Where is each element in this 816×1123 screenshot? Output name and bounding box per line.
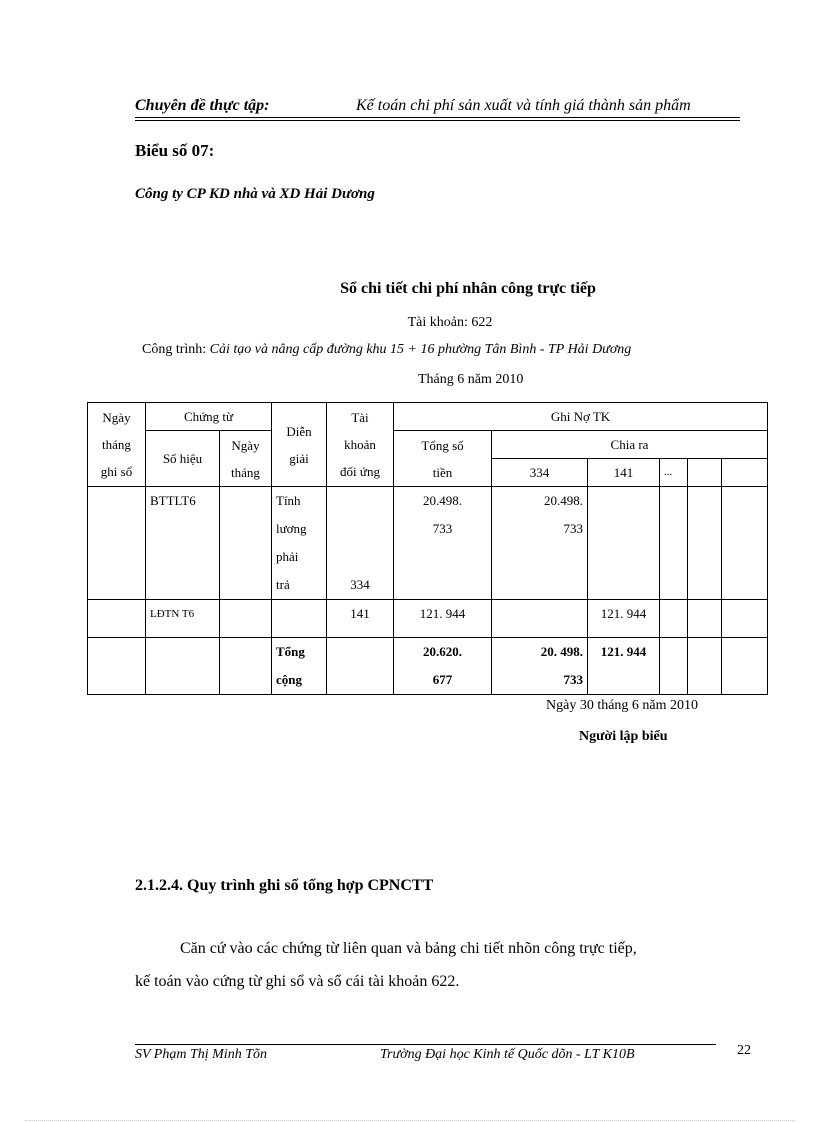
footer-university: Trường Đại học Kinh tế Quốc dõn - LT K10B <box>380 1047 635 1062</box>
header-voucher-date-line1: Ngày <box>231 437 260 453</box>
header-description-line2: giải <box>289 450 309 466</box>
header-empty-1 <box>688 459 722 487</box>
paragraph-line2: kế toán vào cứng từ ghi sổ và sổ cái tài khoản 622. <box>135 973 460 990</box>
cell-voucher-date <box>220 638 272 695</box>
header-acc-141: 141 <box>588 459 660 487</box>
cell-acc-more <box>660 638 688 695</box>
cell-voucher-no <box>146 638 220 695</box>
ledger-table <box>87 402 768 695</box>
header-voucher-date-line2: tháng <box>231 464 260 480</box>
cell-empty-2 <box>722 638 768 695</box>
cell-acc-334-line2: 733 <box>563 521 583 536</box>
cell-total-line1: 20.498. <box>423 493 462 508</box>
cell-voucher-date <box>220 487 272 600</box>
cell-description-line2: lương <box>276 521 307 536</box>
cell-total-label <box>272 638 327 695</box>
cell-description <box>272 487 327 600</box>
page-number: 22 <box>737 1043 751 1058</box>
total-label-line2: cộng <box>276 672 302 687</box>
cell-total-acc-334 <box>492 638 588 695</box>
form-number: Biểu số 07: <box>135 141 215 160</box>
cell-description-line4: trả <box>276 577 290 592</box>
header-contra-line2: khoản <box>344 437 376 452</box>
cell-acc-more <box>660 487 688 600</box>
header-empty-2 <box>722 459 768 487</box>
header-row-2 <box>88 431 768 459</box>
footer-student: SV Phạm Thị Minh Tõn <box>135 1047 267 1062</box>
cell-contra: 334 <box>327 487 394 600</box>
cell-acc-334-line1: 20.498. <box>544 493 583 508</box>
header-acc-more: ... <box>660 459 688 487</box>
header-date-line3: ghi sổ <box>100 464 133 479</box>
cell-date <box>88 487 146 600</box>
header-rule-bottom <box>135 120 740 121</box>
cell-acc-334 <box>492 600 588 638</box>
report-title: Sổ chi tiết chi phí nhân công trực tiếp <box>340 280 596 297</box>
header-date-line2: tháng <box>102 437 131 452</box>
header-right-title: Kế toán chi phí sản xuất và tính giá thành sản phẩm <box>356 97 691 114</box>
header-breakdown: Chia ra <box>492 431 768 459</box>
cell-grand-total <box>394 638 492 695</box>
header-left-title: Chuyên đề thực tập: <box>135 97 270 114</box>
header-date-line1: Ngày <box>102 410 131 425</box>
cell-description <box>272 600 327 638</box>
signature-date: Ngày 30 tháng 6 năm 2010 <box>546 698 699 713</box>
grand-total-line2: 677 <box>432 672 453 687</box>
cell-acc-141 <box>588 487 660 600</box>
cell-empty-1 <box>688 487 722 600</box>
footer-rule <box>135 1044 716 1045</box>
cell-voucher-no: LĐTN T6 <box>146 600 220 638</box>
total-label-line1: Tổng <box>276 644 305 659</box>
header-row-1 <box>88 403 768 431</box>
header-total-line2: tiền <box>432 464 453 480</box>
cell-empty-2 <box>722 487 768 600</box>
cell-acc-334 <box>492 487 588 600</box>
cell-contra: 141 <box>327 600 394 638</box>
table-row <box>88 600 768 638</box>
section-title: 2.1.2.4. Quy trình ghi sổ tổng hợp CPNCTT <box>135 877 434 894</box>
table-row <box>88 487 768 600</box>
total-row <box>88 638 768 695</box>
header-voucher-date <box>220 431 272 487</box>
project-line <box>142 342 631 358</box>
cell-total-acc-141: 121. 944 <box>588 638 660 695</box>
cell-contra <box>327 638 394 695</box>
cell-voucher-no: BTTLT6 <box>146 487 220 600</box>
header-contra-account <box>327 403 394 487</box>
cell-date <box>88 600 146 638</box>
total-acc-334-line1: 20. 498. <box>540 644 583 659</box>
header-contra-line3: đối ứng <box>340 464 380 479</box>
total-acc-334-line2: 733 <box>563 672 583 687</box>
header-total <box>394 431 492 487</box>
project-name: Cải tạo và nâng cấp đường khu 15 + 16 phường Tân Bình - TP Hải Dương <box>209 342 632 357</box>
cell-total: 121. 944 <box>394 600 492 638</box>
paragraph-line1: Căn cứ vào các chứng từ liên quan và bảng chi tiết nhõn công trực tiếp, <box>180 940 637 957</box>
cell-voucher-date <box>220 600 272 638</box>
header-description <box>272 403 327 487</box>
header-voucher: Chứng từ <box>146 403 272 431</box>
header-debit: Ghi Nợ TK <box>394 403 768 431</box>
cell-acc-141: 121. 944 <box>588 600 660 638</box>
cell-total-line2: 733 <box>432 521 453 536</box>
header-date <box>88 403 146 487</box>
grand-total-line1: 20.620. <box>423 644 462 659</box>
cell-empty-1 <box>688 600 722 638</box>
cell-description-line1: Tính <box>276 493 301 508</box>
cell-date <box>88 638 146 695</box>
cell-empty-1 <box>688 638 722 695</box>
header-rule-top <box>135 117 740 118</box>
report-period: Tháng 6 năm 2010 <box>418 372 524 387</box>
company-name: Công ty CP KD nhà và XD Hải Dương <box>135 186 375 202</box>
header-description-line1: Diễn <box>286 423 312 439</box>
cell-description-line3: phải <box>276 549 299 564</box>
page-bottom-border <box>25 1120 795 1121</box>
header-total-line1: Tổng số <box>421 437 464 453</box>
preparer-label: Người lập biểu <box>579 729 668 744</box>
header-acc-334: 334 <box>492 459 588 487</box>
cell-empty-2 <box>722 600 768 638</box>
project-label: Công trình: <box>142 342 207 357</box>
header-contra-line1: Tài <box>351 410 369 425</box>
account-line: Tài khoản: 622 <box>407 315 493 330</box>
cell-acc-more <box>660 600 688 638</box>
cell-total <box>394 487 492 600</box>
header-voucher-no: Số hiệu <box>146 431 220 487</box>
